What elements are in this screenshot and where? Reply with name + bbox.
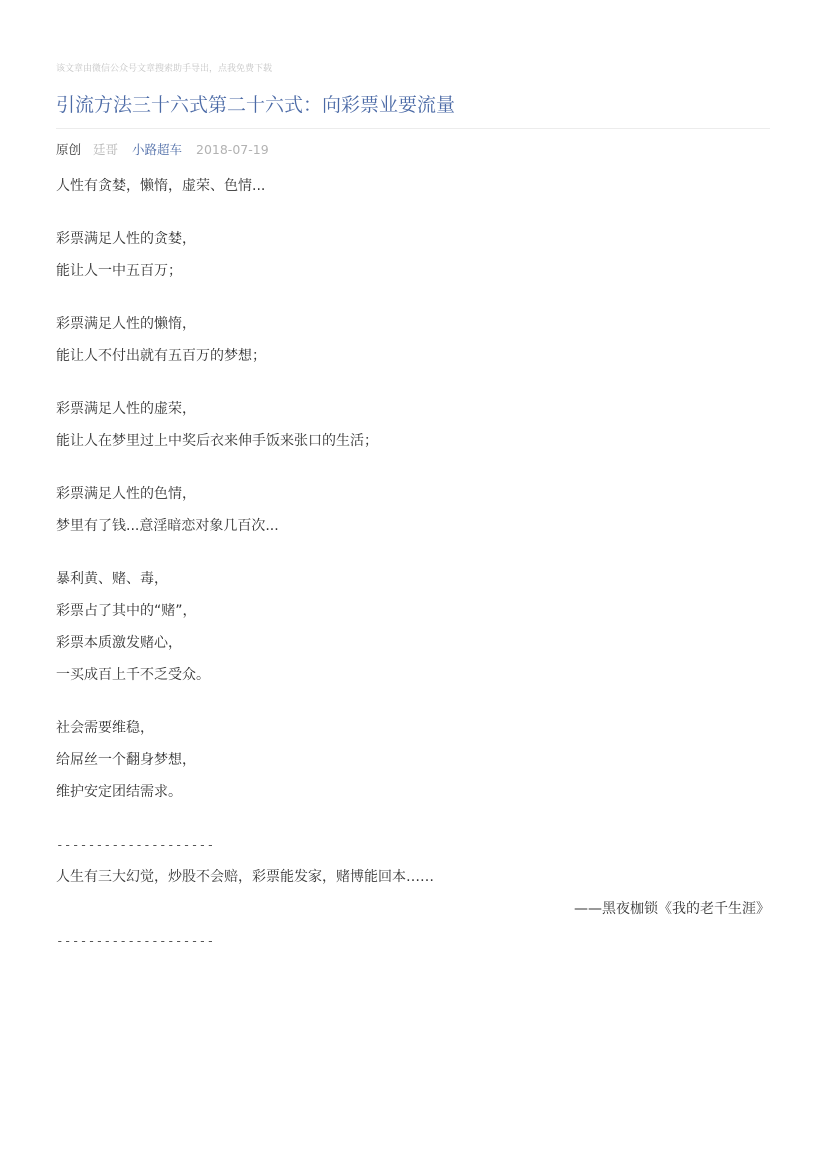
- article-title: 引流方法三十六式第二十六式：向彩票业要流量: [56, 92, 770, 129]
- text-line: 彩票满足人性的贪婪，: [56, 231, 196, 247]
- author-name: 廷哥: [93, 142, 119, 157]
- text-line: 梦里有了钱...意淫暗恋对象几百次...: [56, 518, 279, 534]
- text-line: 能让人一中五百万；: [56, 263, 182, 279]
- export-note-text: 该文章由微信公众号文章搜索助手导出，: [56, 64, 219, 74]
- divider-bottom: --------------------: [56, 933, 215, 948]
- text-line: 彩票本质激发赌心，: [56, 635, 182, 651]
- quote-source: ——黑夜枷锁《我的老千生涯》: [574, 901, 770, 917]
- text-line: 社会需要维稳，: [56, 720, 154, 736]
- text-line: 彩票满足人性的懒惰，: [56, 316, 196, 332]
- text-line: 维护安定团结需求。: [56, 784, 182, 800]
- paragraph: [56, 223, 770, 287]
- paragraph: [56, 478, 770, 542]
- export-note: [56, 60, 770, 78]
- paragraph: [56, 170, 770, 202]
- divider-top: --------------------: [56, 837, 215, 852]
- account-link[interactable]: 小路超车: [132, 142, 183, 157]
- paragraph: [56, 563, 770, 691]
- article-meta: [56, 140, 770, 160]
- paragraph: [56, 712, 770, 808]
- paragraph: [56, 393, 770, 457]
- text-line: 给屌丝一个翻身梦想，: [56, 752, 196, 768]
- text-line: 彩票占了其中的“赌”，: [56, 603, 197, 619]
- publish-date: 2018-07-19: [196, 142, 269, 157]
- original-badge: 原创: [56, 142, 82, 157]
- text-line: 一买成百上千不乏受众。: [56, 667, 210, 683]
- text-line: 能让人在梦里过上中奖后衣来伸手饭来张口的生活；: [56, 433, 378, 449]
- text-line: 彩票满足人性的虚荣，: [56, 401, 196, 417]
- quote-text: 人生有三大幻觉，炒股不会赔，彩票能发家，赌博能回本……: [56, 869, 434, 885]
- text-line: 暴利黄、赌、毒，: [56, 571, 168, 587]
- article-page: [56, 60, 770, 957]
- text-line: 人性有贪婪，懒惰，虚荣、色情...: [56, 178, 266, 194]
- text-line: 彩票满足人性的色情，: [56, 486, 196, 502]
- text-line: 能让人不付出就有五百万的梦想；: [56, 348, 266, 364]
- paragraph: [56, 308, 770, 372]
- free-download-link[interactable]: 点我免费下载: [218, 64, 273, 74]
- article-content: [56, 170, 770, 957]
